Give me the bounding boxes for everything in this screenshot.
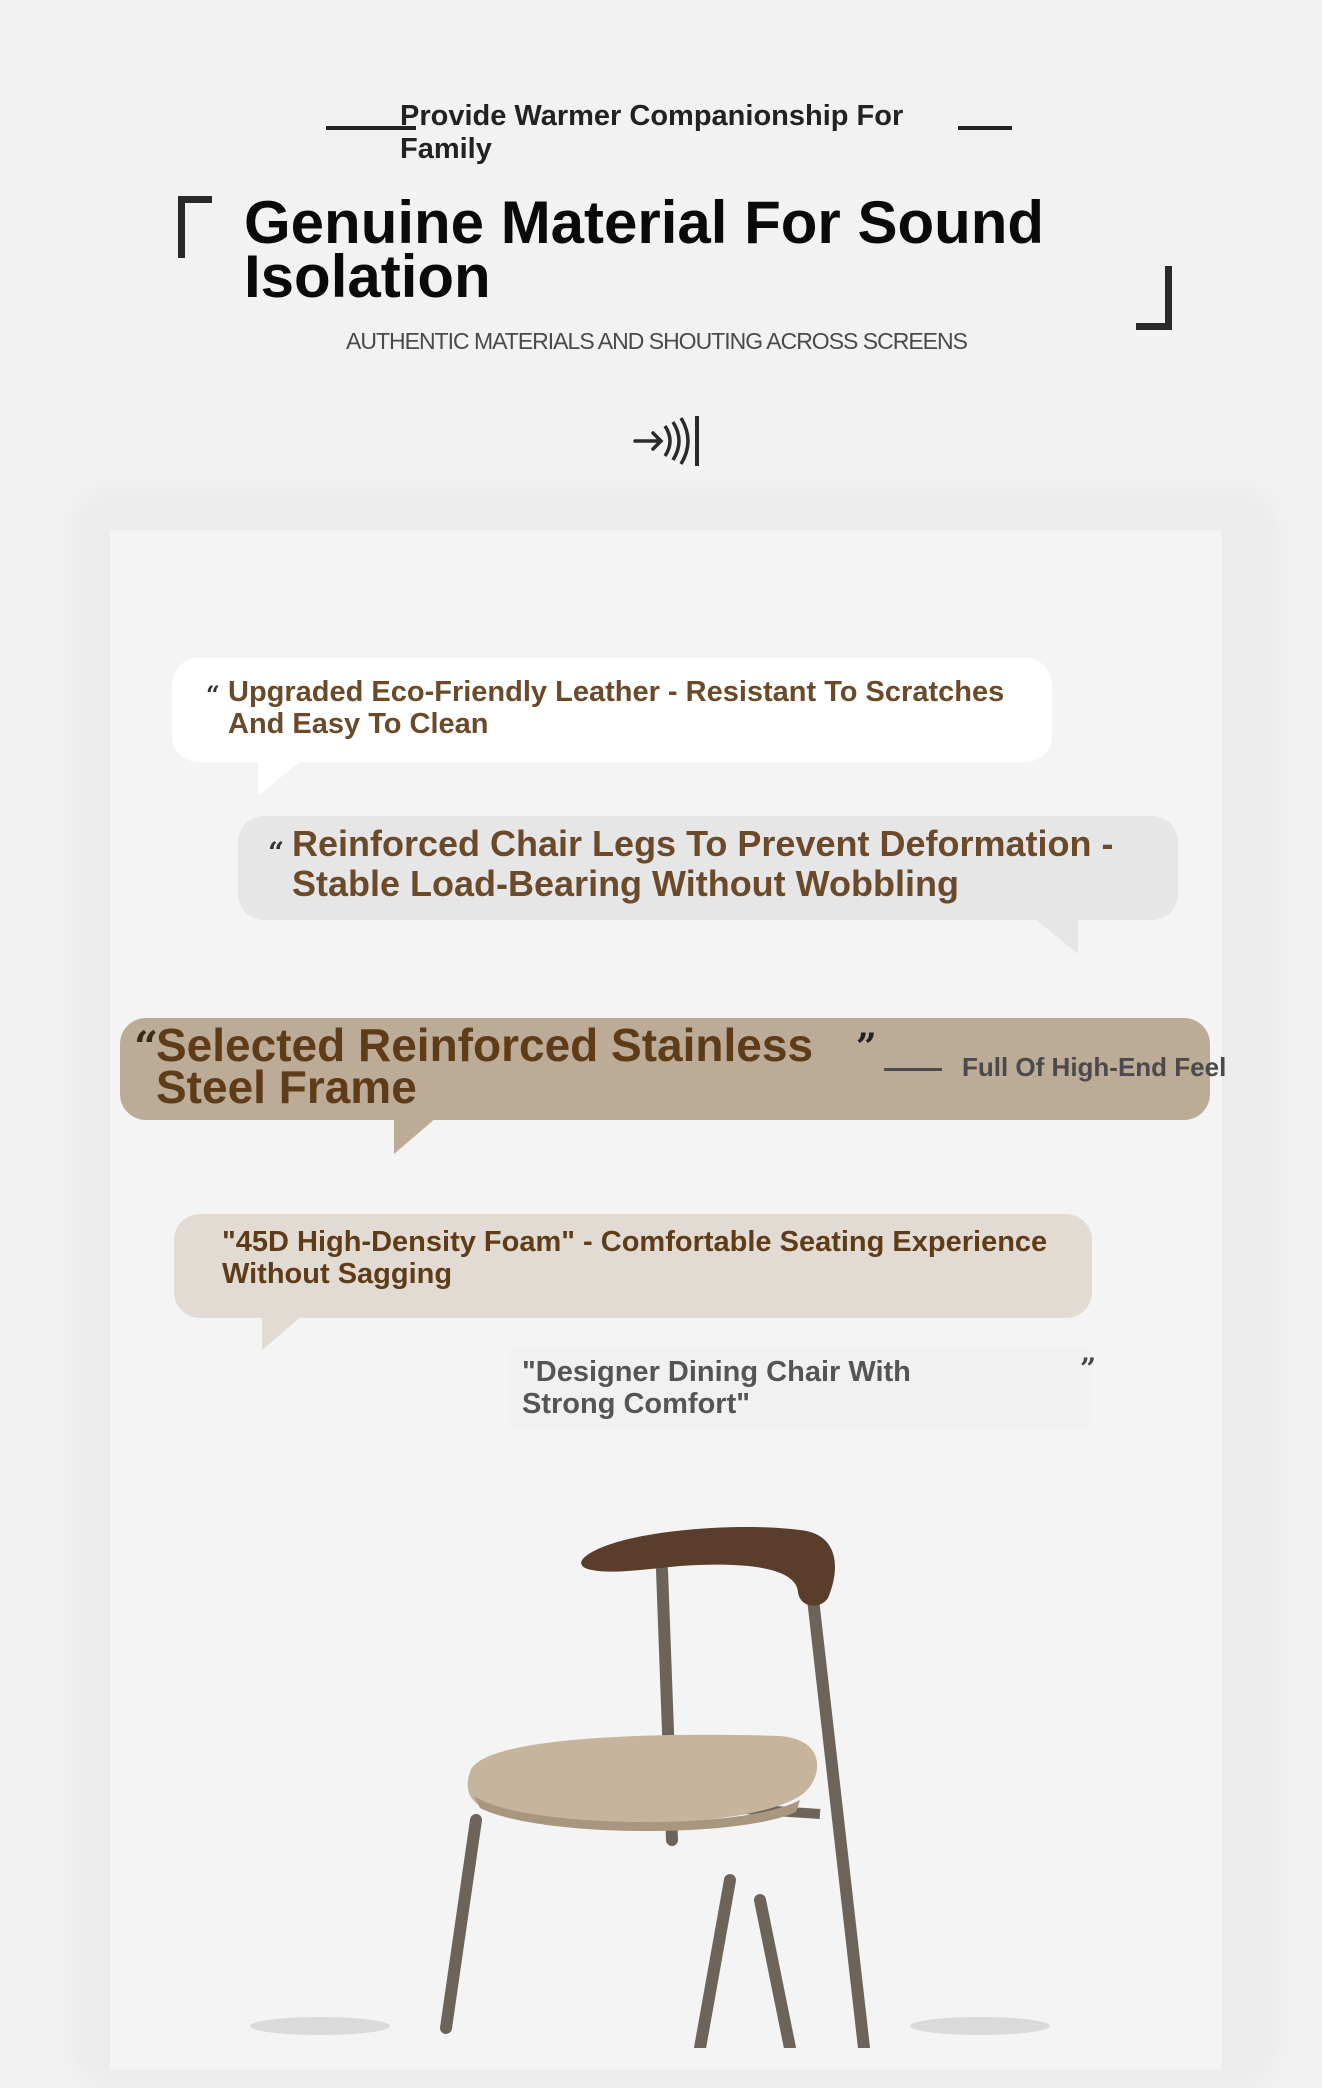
floor-shadow-right <box>910 2017 1050 2035</box>
feature-bubble-leather <box>172 658 1052 762</box>
feature-bubble-legs <box>238 816 1178 920</box>
chair-image <box>240 1500 1140 2048</box>
feature-text-designer: "Designer Dining Chair With Strong Comfort" <box>522 1356 911 1420</box>
feature-text-frame: Selected Reinforced Stainless Steel Frame <box>156 1019 814 1113</box>
bubble-tail <box>1034 918 1078 954</box>
quote-close-icon: ” <box>856 1026 877 1068</box>
quote-open-icon: “ <box>134 1022 159 1071</box>
quote-close-icon: ” <box>1080 1352 1097 1385</box>
feature-text-leather: Upgraded Eco-Friendly Leather - Resistant To Scratches And Easy To Clean <box>228 676 1005 740</box>
feature-side-text: Full Of High-End Feel <box>962 1052 1227 1082</box>
quote-open-icon: “ <box>206 680 220 709</box>
floor-shadow-left <box>250 2017 390 2035</box>
feature-text-legs: Reinforced Chair Legs To Prevent Deformation - Stable Load-Bearing Without Wobbling <box>292 823 1114 904</box>
bubble-tail <box>262 1316 302 1350</box>
page-caption: AUTHENTIC MATERIALS AND SHOUTING ACROSS SCREENS <box>346 328 967 354</box>
bubble-tail <box>394 1118 436 1154</box>
page-title: Genuine Material For Sound Isolation <box>244 189 1045 310</box>
bracket-bottom-right <box>1136 266 1172 330</box>
bubble-tail <box>258 760 302 796</box>
divider-dash <box>884 1068 942 1071</box>
feature-bubble-frame <box>120 1018 1227 1120</box>
feature-text-foam: "45D High-Density Foam" - Comfortable Seating Experience Without Sagging <box>222 1226 1048 1290</box>
feature-bubble-foam <box>174 1214 1092 1318</box>
sound-waves-icon <box>633 414 703 468</box>
quote-open-icon: “ <box>268 836 285 869</box>
feature-bubble-designer <box>508 1346 1097 1430</box>
page-subtitle: Provide Warmer Companionship For Family <box>400 100 904 165</box>
bracket-top-left <box>178 196 212 258</box>
